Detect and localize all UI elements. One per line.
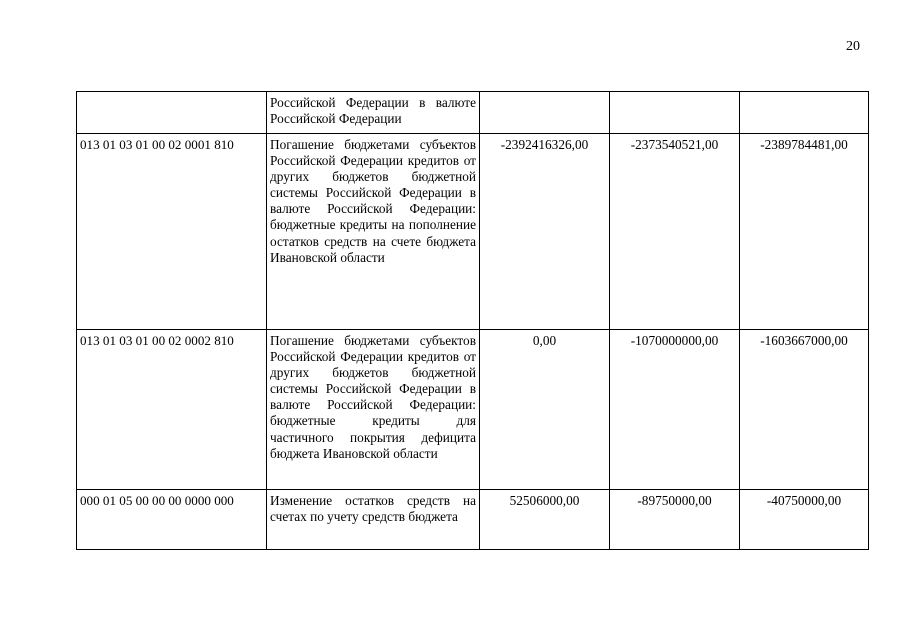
amount-year-1: 0,00 bbox=[480, 330, 610, 490]
amount-year-2: -2373540521,00 bbox=[610, 134, 740, 330]
page-number: 20 bbox=[846, 39, 860, 54]
classification-code bbox=[77, 92, 267, 134]
source-name: Изменение остатков средств на счетах по учету средств бюджета bbox=[267, 490, 480, 550]
amount-year-1: -2392416326,00 bbox=[480, 134, 610, 330]
table-row bbox=[77, 92, 869, 134]
table-row bbox=[77, 134, 869, 330]
amount-year-2 bbox=[610, 92, 740, 134]
amount-year-1 bbox=[480, 92, 610, 134]
source-name: Погашение бюджетами субъектов Российской Федерации кредитов от других бюджетов бюджетной системы Российской Федерации в валюте Российской Федерации: бюджетные кредиты для частичного покрытия дефицита бюджета Ивановской области bbox=[267, 330, 480, 490]
amount-year-3 bbox=[740, 92, 869, 134]
source-name: Погашение бюджетами субъектов Российской Федерации кредитов от других бюджетов бюджетной системы Российской Федерации в валюте Российской Федерации: бюджетные кредиты на пополнение остатков средств на счете бюджета Ивановской области bbox=[267, 134, 480, 330]
table-row bbox=[77, 330, 869, 490]
amount-year-1: 52506000,00 bbox=[480, 490, 610, 550]
amount-year-3: -1603667000,00 bbox=[740, 330, 869, 490]
amount-year-2: -89750000,00 bbox=[610, 490, 740, 550]
source-name: Российской Федерации в валюте Российской Федерации bbox=[267, 92, 480, 134]
classification-code: 013 01 03 01 00 02 0001 810 bbox=[77, 134, 267, 330]
classification-code: 013 01 03 01 00 02 0002 810 bbox=[77, 330, 267, 490]
amount-year-2: -1070000000,00 bbox=[610, 330, 740, 490]
table-row bbox=[77, 490, 869, 550]
classification-code: 000 01 05 00 00 00 0000 000 bbox=[77, 490, 267, 550]
budget-sources-table bbox=[76, 91, 869, 550]
amount-year-3: -2389784481,00 bbox=[740, 134, 869, 330]
amount-year-3: -40750000,00 bbox=[740, 490, 869, 550]
